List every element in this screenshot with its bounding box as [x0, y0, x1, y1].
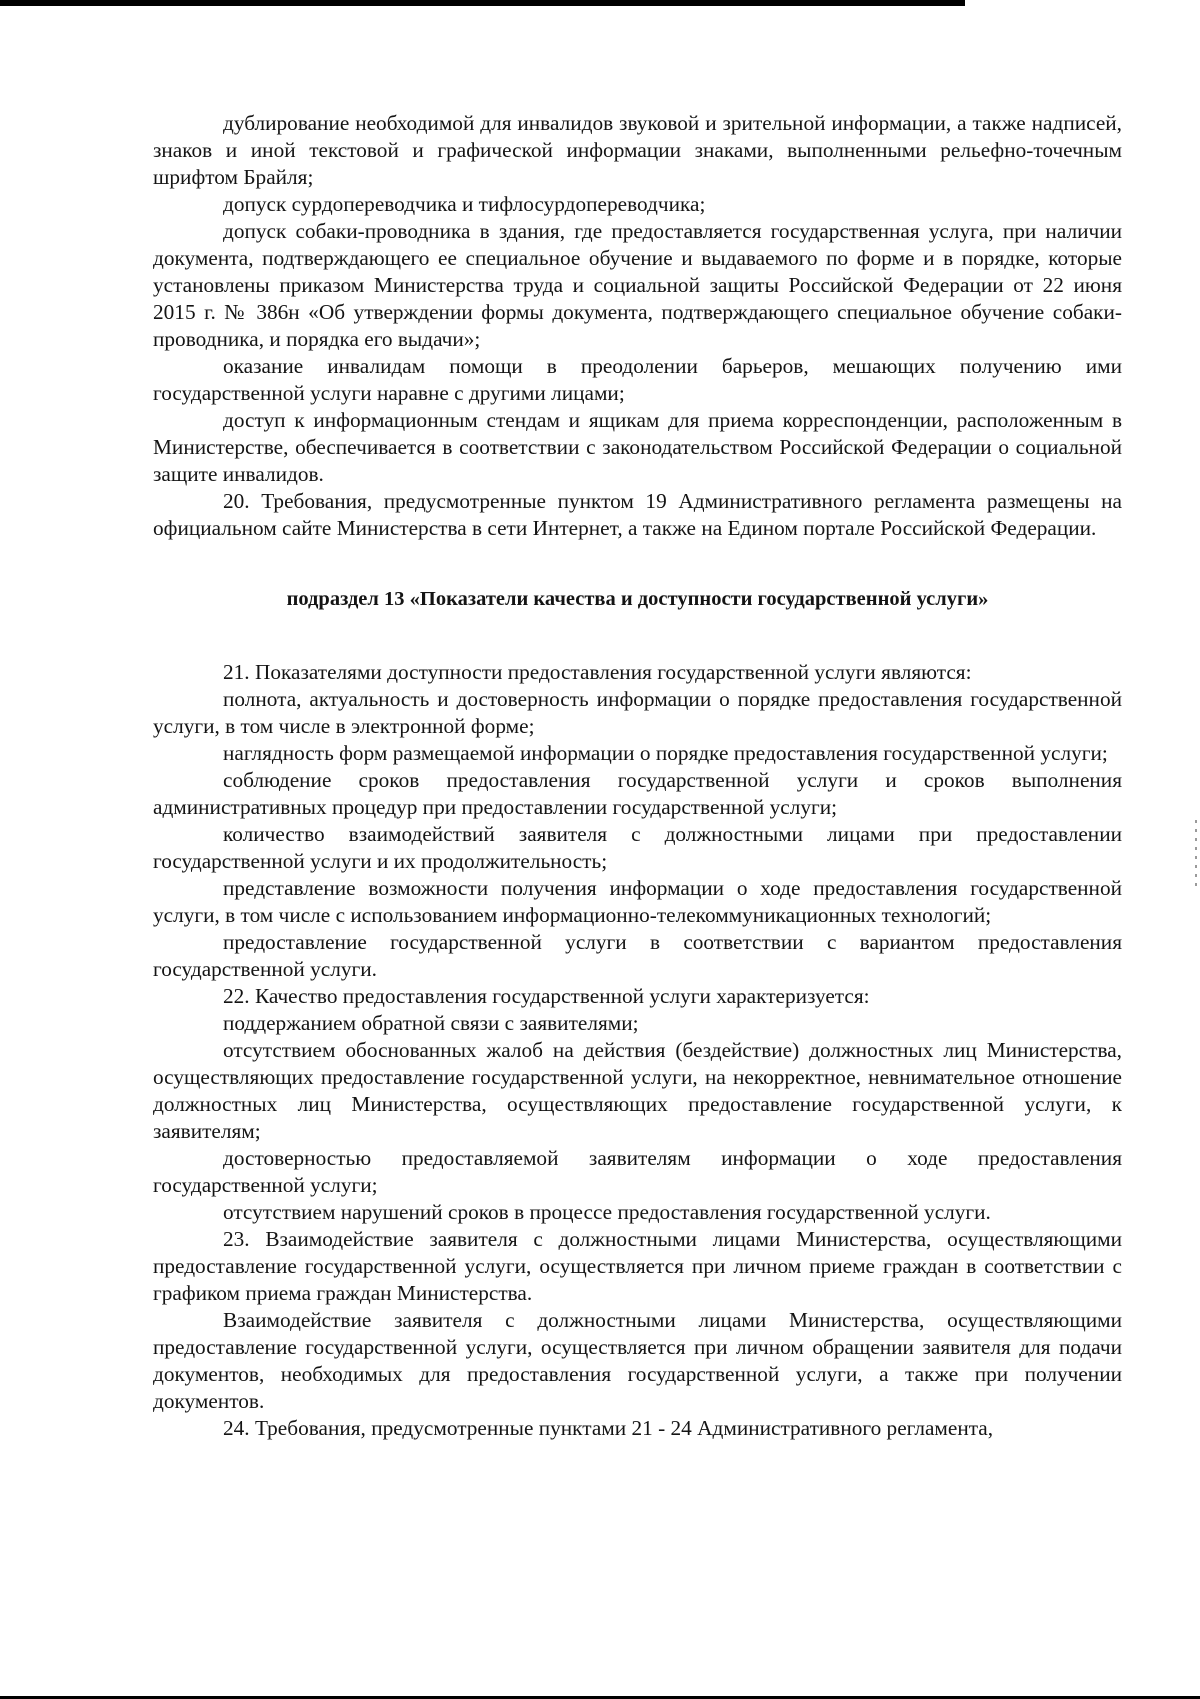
paragraph-item-23: 23. Взаимодействие заявителя с должностными лицами Министерства, осуществляющими предоставление государственной услуги, осуществляется при личном приеме граждан в соответствии с графиком приема граждан Министерства.	[153, 1227, 1122, 1305]
paragraph-service-variant: предоставление государственной услуги в соответствии с вариантом предоставления государственной услуги.	[153, 930, 1122, 981]
scan-margin-marks	[1195, 820, 1197, 890]
paragraph-item-20: 20. Требования, предусмотренные пунктом 19 Административного регламента размещены на официальном сайте Министерства в сети Интернет, а также на Едином портале Российской Федерации.	[153, 489, 1122, 540]
paragraph-sign-interpreter: допуск сурдопереводчика и тифлосурдопереводчика;	[223, 192, 706, 216]
document-page	[153, 110, 1122, 1442]
paragraph-completeness: полнота, актуальность и достоверность информации о порядке предоставления государственной услуги, в том числе в электронной форме;	[153, 687, 1122, 738]
paragraph-guide-dog: допуск собаки-проводника в здания, где предоставляется государственная услуга, при наличии документа, подтверждающего ее специальное обучение и выдаваемого по форме и в порядке, которые установлены приказом Министерства труда и социальной защиты Российской Федерации от 22 июня 2015 г. № 386н «Об утверждении формы документа, подтверждающего специальное обучение собаки-проводника, и порядка его выдачи»;	[153, 219, 1122, 351]
scan-top-edge	[0, 0, 965, 6]
paragraph-item-21: 21. Показателями доступности предоставления государственной услуги являются:	[223, 660, 972, 684]
paragraph-barrier-assistance: оказание инвалидам помощи в преодолении барьеров, мешающих получению ими государственной услуги наравне с другими лицами;	[153, 354, 1122, 405]
paragraph-braille-duplication: дублирование необходимой для инвалидов звуковой и зрительной информации, а также надписей, знаков и иной текстовой и графической информации знаками, выполненными рельефно-точечным шрифтом Брайля;	[153, 111, 1122, 189]
paragraph-item-22: 22. Качество предоставления государственной услуги характеризуется:	[223, 984, 870, 1008]
paragraph-no-violations: отсутствием нарушений сроков в процессе предоставления государственной услуги.	[223, 1200, 991, 1224]
subsection-13-heading: подраздел 13 «Показатели качества и доступности государственной услуги»	[286, 588, 989, 610]
paragraph-progress-info: представление возможности получения информации о ходе предоставления государственной услуги, в том числе с использованием информационно-телекоммуникационных технологий;	[153, 876, 1122, 927]
paragraph-deadlines: соблюдение сроков предоставления государственной услуги и сроков выполнения административных процедур при предоставлении государственной услуги;	[153, 768, 1122, 819]
paragraph-visibility: наглядность форм размещаемой информации о порядке предоставления государственной услуги;	[223, 741, 1108, 765]
paragraph-reliability: достоверностью предоставляемой заявителям информации о ходе предоставления государственной услуги;	[153, 1146, 1122, 1197]
paragraph-feedback: поддержанием обратной связи с заявителями;	[223, 1011, 639, 1035]
paragraph-item-24: 24. Требования, предусмотренные пунктами 21 - 24 Административного регламента,	[223, 1416, 994, 1440]
paragraph-interactions: количество взаимодействий заявителя с должностными лицами при предоставлении государственной услуги и их продолжительность;	[153, 822, 1122, 873]
paragraph-no-complaints: отсутствием обоснованных жалоб на действия (бездействие) должностных лиц Министерства, осуществляющих предоставление государственной услуги, на некорректное, невнимательное отношение должностных лиц Министерства, осуществляющих предоставление государственной услуги, к заявителям;	[153, 1038, 1122, 1143]
paragraph-info-stands: доступ к информационным стендам и ящикам для приема корреспонденции, расположенным в Министерстве, обеспечивается в соответствии с законодательством Российской Федерации о социальной защите инвалидов.	[153, 408, 1122, 486]
paragraph-interaction-documents: Взаимодействие заявителя с должностными лицами Министерства, осуществляющими предоставление государственной услуги, осуществляется при личном обращении заявителя для подачи документов, необходимых для предоставления государственной услуги, а также при получении документов.	[153, 1308, 1122, 1413]
